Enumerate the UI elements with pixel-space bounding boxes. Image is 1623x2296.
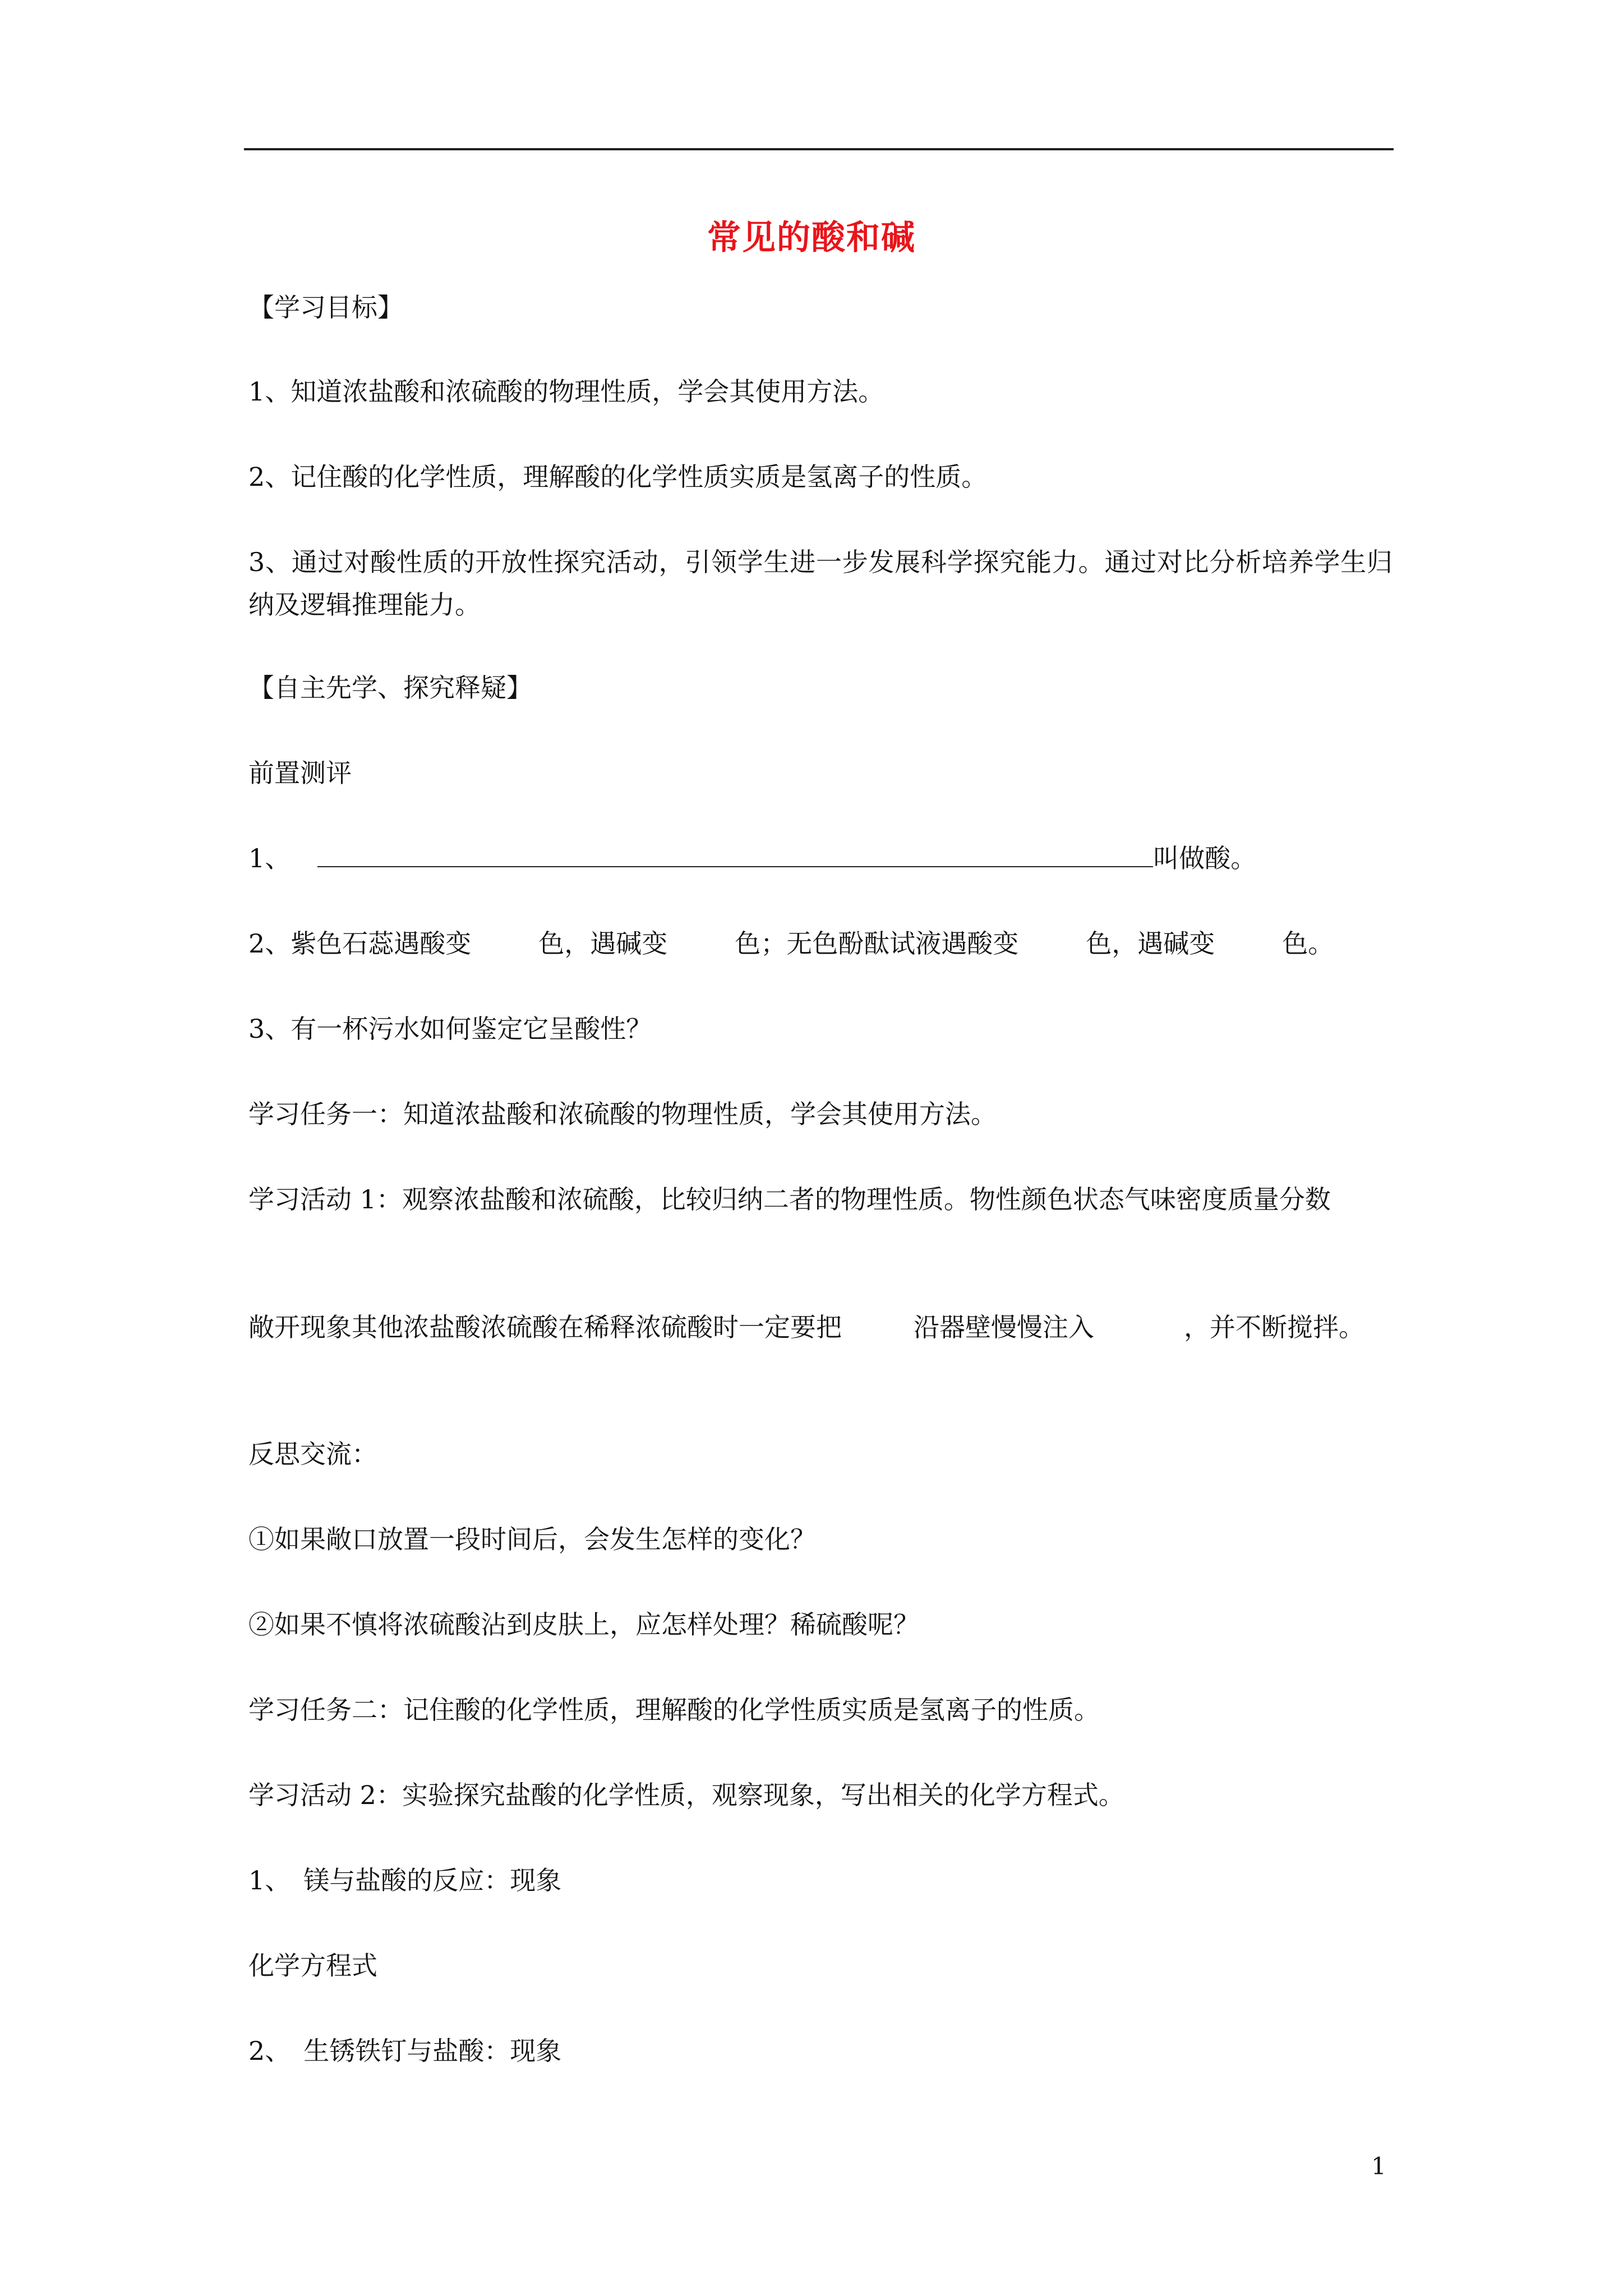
question-2-part-2: 色，遇碱变 — [538, 928, 668, 959]
equation-label: 化学方程式 — [248, 1950, 377, 1981]
question-3: 3、有一杯污水如何鉴定它呈酸性？ — [248, 1014, 652, 1044]
experiment-1: 1、 镁与盐酸的反应：现象 — [248, 1865, 562, 1895]
reflect-item-2: ②如果不慎将浓硫酸沾到皮肤上，应怎样处理？稀硫酸呢？ — [248, 1609, 919, 1640]
reflect-item-1: ①如果敞口放置一段时间后，会发生怎样的变化？ — [248, 1524, 816, 1554]
activity-2: 学习活动 2：实验探究盐酸的化学性质，观察现象，写出相关的化学方程式。 — [248, 1780, 1124, 1810]
question-2 — [248, 922, 1334, 965]
question-1-number: 1、 — [248, 843, 291, 873]
page-number: 1 — [1371, 2152, 1386, 2180]
objectives-heading: 【学习目标】 — [248, 292, 403, 323]
objective-3: 3、通过对酸性质的开放性探究活动，引领学生进一步发展科学探究能力。通过对比分析培养学生归纳及逻辑推理能力。 — [248, 547, 1393, 620]
question-2-part-5: 色。 — [1282, 928, 1334, 959]
question-2-part-4: 色，遇碱变 — [1086, 928, 1215, 959]
objective-1: 1、知道浓盐酸和浓硫酸的物理性质，学会其使用方法。 — [248, 376, 884, 407]
task-1-title: 学习任务一：知道浓盐酸和浓硫酸的物理性质，学会其使用方法。 — [248, 1099, 997, 1129]
objective-2: 2、记住酸的化学性质，理解酸的化学性质实质是氢离子的性质。 — [248, 462, 988, 492]
self-study-heading: 【自主先学、探究释疑】 — [248, 673, 532, 703]
dilution-part-1: 敞开现象其他浓盐酸浓硫酸在稀释浓硫酸时一定要把 — [248, 1312, 842, 1342]
question-1 — [248, 837, 1256, 880]
experiment-2: 2、 生锈铁钉与盐酸：现象 — [248, 2036, 562, 2066]
question-2-part-3: 色；无色酚酞试液遇酸变 — [735, 928, 1019, 959]
page-title: 常见的酸和碱 — [707, 218, 916, 257]
dilution-part-2: 沿器壁慢慢注入 — [914, 1312, 1094, 1342]
dilution-part-3: ，并不断搅拌。 — [1184, 1312, 1364, 1342]
task-2-title: 学习任务二：记住酸的化学性质，理解酸的化学性质实质是氢离子的性质。 — [248, 1695, 1100, 1725]
question-1-suffix: 叫做酸。 — [1153, 843, 1257, 873]
activity-1: 学习活动 1：观察浓盐酸和浓硫酸，比较归纳二者的物理性质。物性颜色状态气味密度质量分数 — [248, 1184, 1331, 1214]
question-1-blank — [317, 844, 1153, 867]
header-rule — [244, 148, 1394, 150]
question-2-part-1: 2、紫色石蕊遇酸变 — [248, 928, 472, 959]
reflect-label: 反思交流： — [248, 1439, 377, 1469]
pretest-label: 前置测评 — [248, 758, 352, 788]
dilution-instruction — [248, 1306, 1393, 1349]
